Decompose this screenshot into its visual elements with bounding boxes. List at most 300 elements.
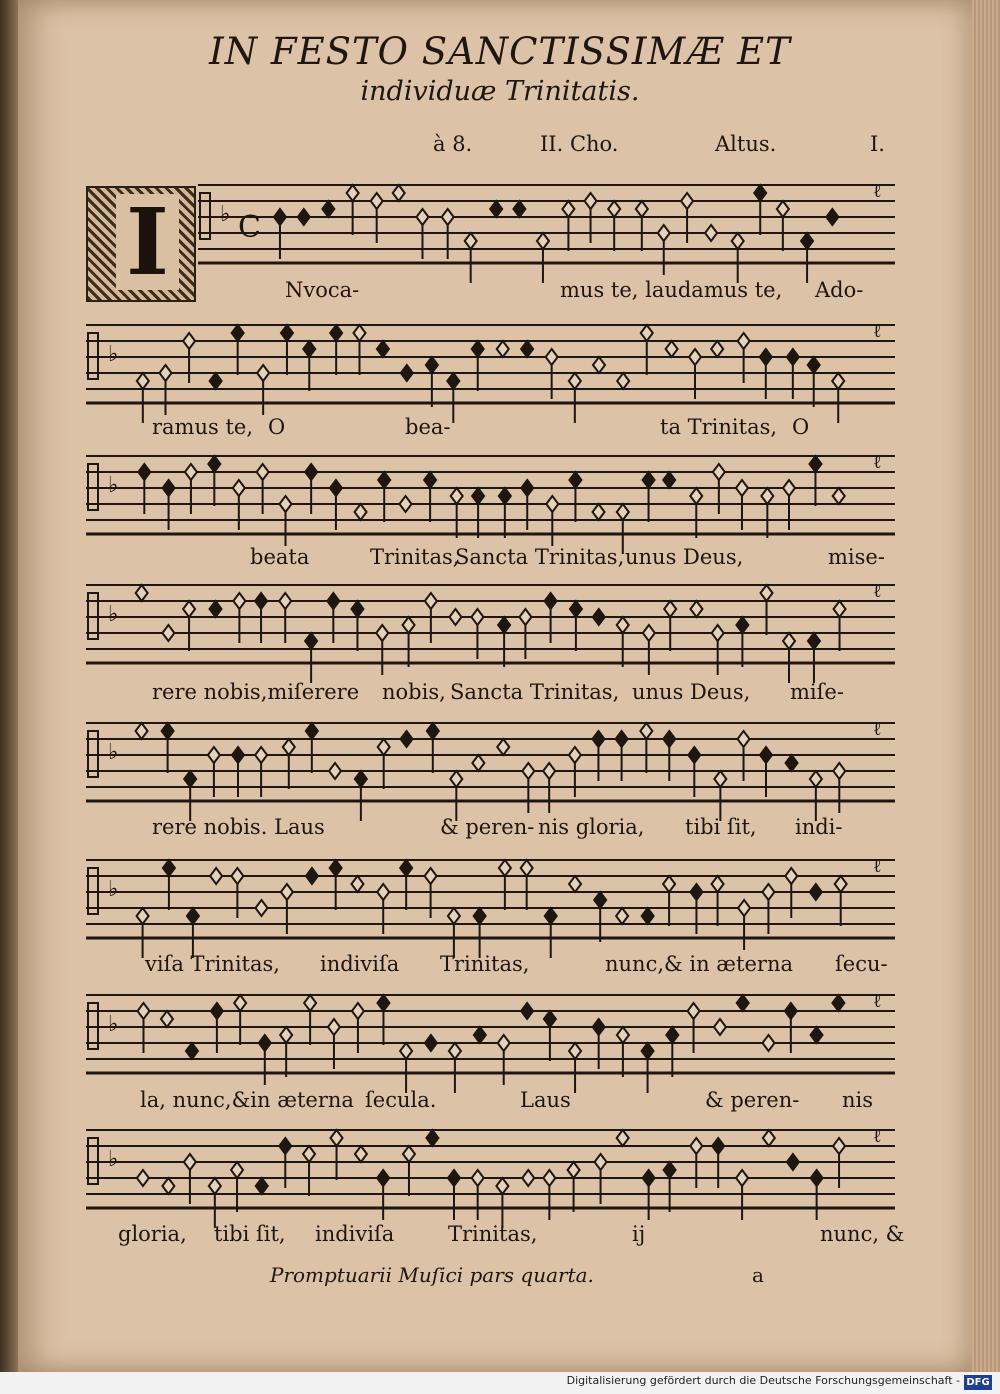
note-head [616,908,628,924]
note-head [233,593,245,609]
lyric-syllable: Trinitas, [448,1222,538,1246]
flat-sign: ♭ [108,1012,119,1037]
note-head [184,771,196,787]
note-head [497,739,509,755]
note-head [642,1043,654,1059]
note-head [232,325,244,341]
note-head [393,185,405,201]
note-head [425,1035,437,1051]
note-head [474,1027,486,1043]
note-head [185,464,197,480]
note-head [786,755,798,771]
note-head [608,201,620,217]
custos: ℓ [873,321,882,342]
note-head [427,723,439,739]
note-head [519,609,531,625]
note-head [642,908,654,924]
note-head [137,908,149,924]
note-head [762,884,774,900]
note-head [616,731,628,747]
lyric-syllable: ſecula. [365,1088,437,1112]
note-head [521,480,533,496]
note-head [208,456,220,472]
lyric-syllable: nobis, [382,680,446,704]
lyric-syllable: gloria, [118,1222,187,1246]
note-head [537,233,549,249]
note-head [810,771,822,787]
lyric-syllable: O [268,415,286,439]
note-head [472,1170,484,1186]
note-head [442,209,454,225]
running-title: Promptuarii Muſici pars quarta. [270,1263,594,1287]
note-head [690,601,702,617]
note-head [303,341,315,357]
note-head [521,1003,533,1019]
note-head [663,472,675,488]
note-head [183,333,195,349]
custos: ℓ [873,581,882,602]
note-head [513,201,525,217]
note-head [209,1178,221,1194]
note-head [280,1027,292,1043]
note-head [163,860,175,876]
lyric-syllable: Trinitas, [440,952,530,976]
note-head [760,349,772,365]
note-head [183,601,195,617]
note-head [279,593,291,609]
note-head [328,1019,340,1035]
lyric-syllable: nunc,& in æterna [605,952,793,976]
note-head [137,1170,149,1186]
note-head [499,860,511,876]
note-head [137,373,149,389]
page-number: I. [870,132,885,156]
note-head [737,995,749,1011]
flat-sign: ♭ [108,1147,119,1172]
note-head [569,472,581,488]
note-head [763,1130,775,1146]
note-head [490,201,502,217]
note-head [352,1003,364,1019]
flat-sign: ♭ [108,740,119,765]
note-head [426,357,438,373]
note-head [426,1130,438,1146]
note-head [376,625,388,641]
note-head [449,1043,461,1059]
note-head [425,593,437,609]
note-head [562,201,574,217]
note-head [298,209,310,225]
note-head [305,633,317,649]
note-head [593,357,605,373]
note-head [636,201,648,217]
note-head [592,731,604,747]
note-head [448,908,460,924]
note-head [595,1154,607,1170]
note-head [593,504,605,520]
lyric-syllable: mus te, laudamus te, [560,278,783,302]
note-head [371,193,383,209]
note-head [303,1146,315,1162]
lyric-syllable: ta Trinitas, [660,415,778,439]
note-head [306,868,318,884]
note-head [162,625,174,641]
note-head [378,472,390,488]
custos: ℓ [873,1126,882,1147]
note-head [833,488,845,504]
voice-label: Altus. [715,132,777,156]
note-head [231,868,243,884]
note-head [403,617,415,633]
lyric-syllable: beata [250,545,310,569]
note-head [521,860,533,876]
note-head [378,739,390,755]
note-head [137,1003,149,1019]
note-head [711,341,723,357]
note-head [569,1043,581,1059]
note-head [403,1146,415,1162]
note-head [713,464,725,480]
lyric-syllable: Sancta Trinitas, [450,680,620,704]
note-head [666,341,678,357]
title-line-2: individuæ Trinitatis. [360,76,640,107]
note-head [351,601,363,617]
note-head [714,771,726,787]
note-head [663,876,675,892]
note-head [425,868,437,884]
note-head [498,1035,510,1051]
lyric-syllable: Trinitas, [370,545,460,569]
note-head [447,373,459,389]
note-head [643,1170,655,1186]
note-head [522,1170,534,1186]
note-head [594,892,606,908]
note-head [640,723,652,739]
note-head [330,860,342,876]
note-head [257,365,269,381]
note-head [256,1178,268,1194]
note-head [281,884,293,900]
title-line-1: IN FESTO SANCTISSIMÆ ET [209,30,791,73]
lyric-syllable: nis gloria, [538,815,645,839]
note-head [472,488,484,504]
note-head [664,601,676,617]
lyric-syllable: ramus te, [152,415,253,439]
note-head [736,617,748,633]
note-head [136,585,148,601]
note-head [305,464,317,480]
note-head [232,747,244,763]
note-head [593,1019,605,1035]
note-head [451,488,463,504]
note-head [161,1011,173,1027]
note-head [499,488,511,504]
note-head [543,1170,555,1186]
note-head [681,193,693,209]
lyric-syllable: rere nobis. Laus [152,815,325,839]
note-head [545,593,557,609]
note-head [617,504,629,520]
note-head [474,908,486,924]
note-head [688,747,700,763]
credit-text: Digitalisierung gefördert durch die Deutsche Forschungsgemeinschaft - [566,1374,960,1387]
lyric-syllable: unus Deus, [632,680,751,704]
note-head [400,860,412,876]
lyric-syllable: nunc, & [820,1222,905,1246]
note-head [306,723,318,739]
lyric-syllable: Sancta Trinitas, [455,545,625,569]
note-head [754,185,766,201]
note-head [400,1043,412,1059]
note-head [543,763,555,779]
note-head [471,609,483,625]
note-head [808,357,820,373]
note-head [322,201,334,217]
custos: ℓ [873,452,882,473]
note-head [689,349,701,365]
note-head [449,609,461,625]
note-head [184,1154,196,1170]
note-head [234,995,246,1011]
note-head [546,496,558,512]
note-head [283,739,295,755]
note-head [544,1011,556,1027]
note-head [760,747,772,763]
note-head [274,209,286,225]
custos: ℓ [873,991,882,1012]
note-head [136,723,148,739]
note-head [736,480,748,496]
dfg-logo: DFG [964,1375,992,1390]
note-head [690,884,702,900]
note-head [811,1027,823,1043]
note-head [643,472,655,488]
note-head [450,771,462,787]
note-head [810,884,822,900]
note-head [568,1162,580,1178]
lyric-syllable: indiviſa [315,1222,395,1246]
note-head [546,349,558,365]
note-head [424,472,436,488]
note-head [809,456,821,472]
lyric-syllable: nis [842,1088,874,1112]
note-head [826,209,838,225]
note-head [712,1138,724,1154]
note-head [785,1003,797,1019]
lyric-syllable: mise- [828,545,885,569]
note-head [208,747,220,763]
custos: ℓ [873,856,882,877]
lyric-syllable: ſecu- [835,952,888,976]
note-head [416,209,428,225]
initial-letter: I [116,194,179,290]
note-head [585,193,597,209]
flat-sign: ♭ [108,877,119,902]
note-head [496,1178,508,1194]
note-head [497,341,509,357]
note-head [787,349,799,365]
note-head [472,341,484,357]
note-head [834,601,846,617]
note-head [377,341,389,357]
note-head [832,995,844,1011]
lyric-syllable: unus Deus, [625,545,744,569]
note-head [330,325,342,341]
note-head [355,504,367,520]
note-head [257,464,269,480]
scoring-label: à 8. [433,132,473,156]
note-head [304,995,316,1011]
note-head [280,496,292,512]
note-head [835,876,847,892]
note-head [738,731,750,747]
note-head [761,488,773,504]
lyric-syllable: tibi ſit, [685,815,757,839]
note-head [617,373,629,389]
note-head [331,1130,343,1146]
note-head [255,593,267,609]
note-head [688,1003,700,1019]
note-head [736,1170,748,1186]
note-head [259,1035,271,1051]
note-head [187,908,199,924]
note-head [762,1035,774,1051]
note-head [761,585,773,601]
note-head [355,771,367,787]
note-head [231,1162,243,1178]
flat-sign: ♭ [108,342,119,367]
note-head [327,593,339,609]
note-head [833,1138,845,1154]
note-head [347,185,359,201]
lyric-syllable: viſa Trinitas, [145,952,280,976]
time-signature: C [238,210,261,245]
note-head [833,763,845,779]
note-head [690,488,702,504]
note-head [570,601,582,617]
note-head [401,731,413,747]
note-head [162,1178,174,1194]
lyric-syllable: rere nobis,miſerere [152,680,360,704]
note-head [643,625,655,641]
note-head [787,1154,799,1170]
note-head [138,464,150,480]
note-head [472,755,484,771]
note-head [210,868,222,884]
note-head [783,633,795,649]
note-head [808,633,820,649]
note-head [498,617,510,633]
lyric-syllable: ij [632,1222,646,1246]
note-head [811,1170,823,1186]
note-head [593,609,605,625]
lyric-syllable: O [792,415,810,439]
note-head [712,625,724,641]
note-head [732,233,744,249]
note-head [569,747,581,763]
note-head [351,876,363,892]
note-head [545,908,557,924]
note-head [663,731,675,747]
note-head [233,480,245,496]
note-head [712,876,724,892]
note-head [801,233,813,249]
note-head [617,617,629,633]
note-head [377,884,389,900]
note-head [658,225,670,241]
note-head [705,225,717,241]
lyric-syllable: & peren- [705,1088,800,1112]
note-head [714,1019,726,1035]
note-head [465,233,477,249]
lyric-syllable: indiviſa [320,952,400,976]
lyric-syllable: Laus [520,1088,571,1112]
note-head [569,876,581,892]
lyric-syllable: & peren- [440,815,535,839]
note-head [832,373,844,389]
choir-label: II. Cho. [540,132,619,156]
note-head [738,333,750,349]
note-head [521,341,533,357]
custos: ℓ [873,719,882,740]
lyric-syllable: bea- [405,415,451,439]
note-head [186,1043,198,1059]
note-head [377,1170,389,1186]
note-head [163,480,175,496]
note-head [377,995,389,1011]
note-head [210,601,222,617]
note-head [329,763,341,779]
note-head [401,365,413,381]
flat-sign: ♭ [108,473,119,498]
note-head [522,763,534,779]
note-head [162,723,174,739]
flat-sign: ♭ [108,602,119,627]
note-head [785,868,797,884]
note-head [569,373,581,389]
note-head [617,1130,629,1146]
note-head [210,373,222,389]
note-head [355,1146,367,1162]
signature-mark: a [752,1263,764,1287]
note-head [160,365,172,381]
note-head [617,1027,629,1043]
note-head [664,1162,676,1178]
note-head [255,900,267,916]
lyric-syllable: indi- [795,815,843,839]
note-head [400,496,412,512]
note-head [777,201,789,217]
note-head [448,1170,460,1186]
note-head [211,1003,223,1019]
note-head [738,900,750,916]
lyric-syllable: miſe- [790,680,844,704]
note-head [330,480,342,496]
note-head [641,325,653,341]
lyric-syllable: Nvoca- [285,278,360,302]
note-head [255,747,267,763]
note-head [690,1138,702,1154]
note-head [666,1027,678,1043]
lyric-syllable: la, nunc,&in æterna [140,1088,354,1112]
lyric-syllable: tibi ſit, [214,1222,286,1246]
lyric-syllable: Ado- [815,278,864,302]
note-head [353,325,365,341]
note-head [279,1138,291,1154]
note-head [281,325,293,341]
note-head [783,480,795,496]
custos: ℓ [873,181,882,202]
